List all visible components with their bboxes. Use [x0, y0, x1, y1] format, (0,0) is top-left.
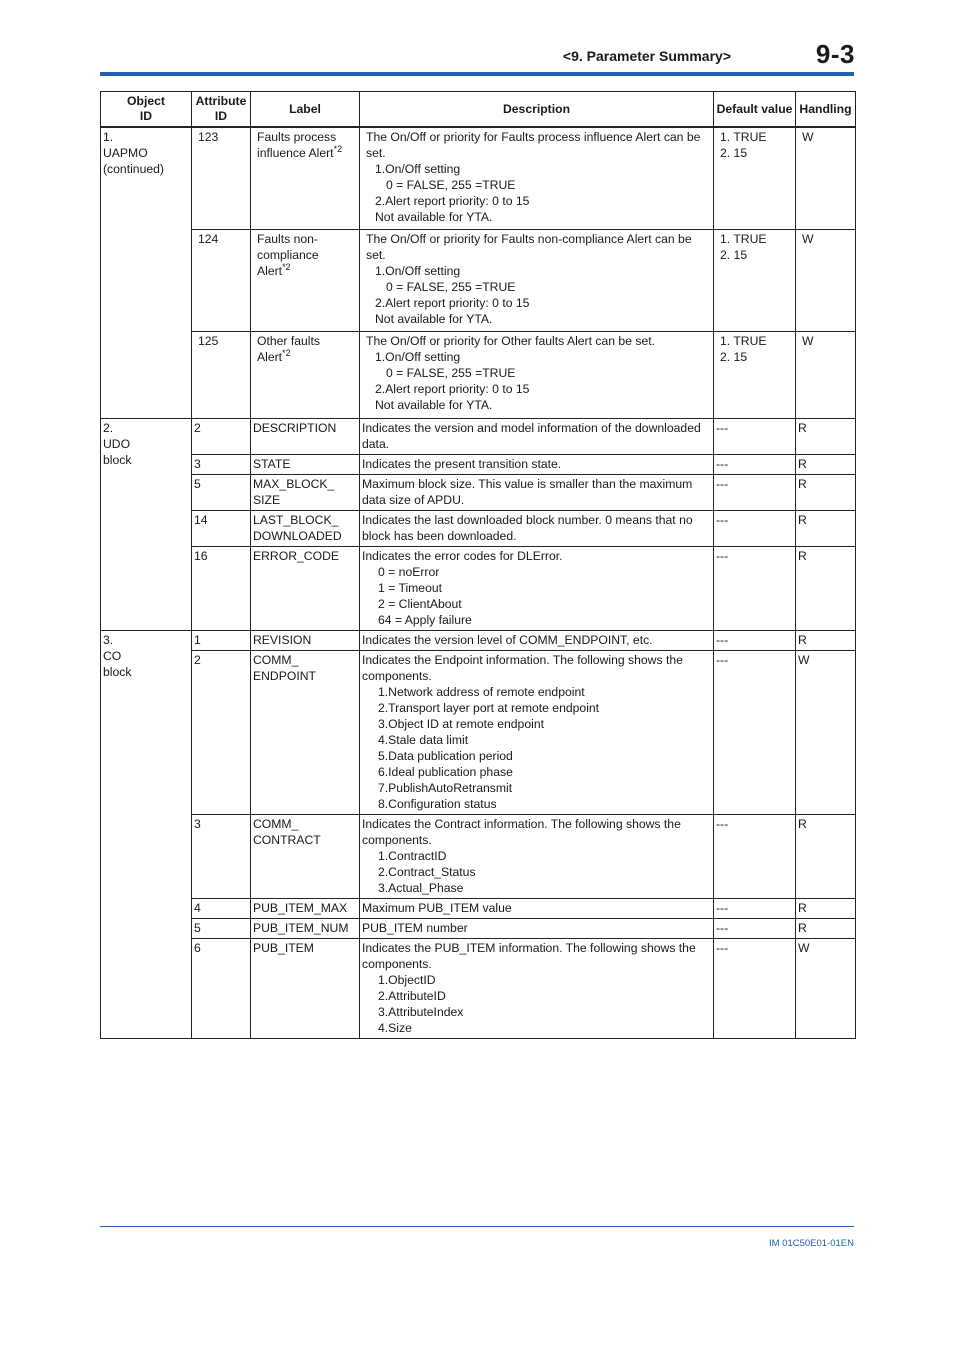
attribute-id-cell: 1 — [192, 630, 251, 650]
default-value-line: 1. TRUE — [720, 130, 767, 144]
default-value-cell — [714, 938, 796, 1038]
label-cell — [251, 546, 360, 630]
label-text: Faults non- — [257, 231, 318, 246]
description-line: 8.Configuration status — [378, 796, 497, 811]
label-cell — [251, 229, 360, 331]
label-text: DOWNLOADED — [253, 528, 342, 543]
description-line: 0 = FALSE, 255 =TRUE — [386, 279, 516, 294]
footnote-marker: *2 — [282, 261, 291, 272]
description-line: 4.Size — [378, 1020, 412, 1035]
description-cell — [360, 814, 714, 898]
attribute-id-cell: 123 — [192, 127, 251, 229]
label-cell — [251, 418, 360, 454]
label-text: influence Alert — [257, 146, 334, 160]
document-id: IM 01C50E01-01EN — [768, 1238, 854, 1249]
default-value-cell — [714, 454, 796, 474]
description-line: 1.ContractID — [378, 848, 447, 863]
description-line: 0 = noError — [378, 564, 440, 579]
label-cell — [251, 898, 360, 918]
description-cell — [360, 650, 714, 814]
object-id-line: 2. — [103, 420, 114, 435]
description-line: 2 = ClientAbout — [378, 596, 462, 611]
attribute-id-cell: 14 — [192, 510, 251, 546]
handling-cell: R — [796, 546, 856, 630]
description-cell — [360, 418, 714, 454]
handling-cell: R — [796, 814, 856, 898]
description-line: Indicates the Contract information. The following shows the — [362, 816, 681, 831]
label-cell — [251, 510, 360, 546]
footnote-marker: *2 — [333, 144, 343, 154]
default-value-cell — [714, 814, 796, 898]
default-value-cell — [714, 918, 796, 938]
default-value-cell — [714, 546, 796, 630]
default-value-line: 1. TRUE — [720, 333, 767, 348]
default-value-line: --- — [716, 940, 729, 955]
object-id-line: 1. — [103, 130, 114, 144]
label-cell — [251, 650, 360, 814]
handling-cell: W — [796, 938, 856, 1038]
description-cell — [360, 454, 714, 474]
object-id-line: block — [103, 452, 132, 467]
label-text: COMM_ — [253, 816, 299, 831]
description-line: components. — [362, 956, 432, 971]
description-cell — [360, 938, 714, 1038]
default-value-cell — [714, 229, 796, 331]
default-value-cell — [714, 630, 796, 650]
label-text: Faults process — [257, 130, 337, 144]
column-header-default-value: Default value — [714, 92, 796, 128]
description-line: 2.Transport layer port at remote endpoint — [378, 700, 600, 715]
table-row — [101, 938, 856, 1038]
description-line: Indicates the version and model information of the downloaded — [362, 420, 701, 435]
object-id-line: (continued) — [103, 162, 164, 176]
description-line: 64 = Apply failure — [378, 612, 472, 627]
attribute-id-cell: 5 — [192, 474, 251, 510]
default-value-cell — [714, 474, 796, 510]
description-line: 1.On/Off setting — [375, 263, 461, 278]
description-line: The On/Off or priority for Faults process influence Alert can be — [366, 130, 701, 144]
table-row — [101, 546, 856, 630]
description-cell — [360, 127, 714, 229]
default-value-cell — [714, 418, 796, 454]
description-line: 1.On/Off setting — [375, 349, 461, 364]
description-cell — [360, 546, 714, 630]
description-cell — [360, 630, 714, 650]
description-line: 1 = Timeout — [378, 580, 443, 595]
attribute-id-cell: 5 — [192, 918, 251, 938]
label-text: STATE — [253, 456, 291, 471]
description-line: Not available for YTA. — [375, 210, 493, 224]
label-text: compliance — [257, 247, 319, 262]
label-cell — [251, 127, 360, 229]
object-id-line: UDO — [103, 436, 131, 451]
table-header-row — [101, 92, 856, 128]
table-row — [101, 127, 856, 229]
column-header-handling: Handling — [796, 92, 856, 128]
description-line: Maximum block size. This value is smaller than the maximum — [362, 476, 693, 491]
description-line: The On/Off or priority for Faults non-compliance Alert can be — [366, 231, 692, 246]
attribute-id-cell: 16 — [192, 546, 251, 630]
handling-cell: W — [796, 127, 856, 229]
attribute-id-cell: 4 — [192, 898, 251, 918]
description-cell — [360, 229, 714, 331]
description-line: Indicates the present transition state. — [362, 456, 562, 471]
description-line: 2.Alert report priority: 0 to 15 — [375, 194, 530, 208]
default-value-line: 2. 15 — [720, 247, 748, 262]
label-cell — [251, 454, 360, 474]
attribute-id-cell: 2 — [192, 650, 251, 814]
description-line: 0 = FALSE, 255 =TRUE — [386, 178, 516, 192]
label-text: PUB_ITEM — [253, 940, 314, 955]
description-line: block has been downloaded. — [362, 528, 517, 543]
table-row — [101, 418, 856, 454]
handling-cell: R — [796, 510, 856, 546]
section-title: <9. Parameter Summary> — [562, 48, 731, 64]
description-cell — [360, 898, 714, 918]
handling-cell: W — [796, 331, 856, 418]
label-text: Alert — [257, 263, 283, 278]
attribute-id-cell: 124 — [192, 229, 251, 331]
default-value-line: --- — [716, 652, 729, 667]
column-header-label: Label — [251, 92, 360, 128]
object-id-line: 3. — [103, 632, 114, 647]
attribute-id-cell: 2 — [192, 418, 251, 454]
default-value-line: --- — [716, 632, 729, 647]
description-line: The On/Off or priority for Other faults Alert can be set. — [366, 333, 656, 348]
default-value-line: 2. 15 — [720, 349, 748, 364]
handling-cell: R — [796, 474, 856, 510]
label-text: Other faults — [257, 333, 320, 348]
description-line: Not available for YTA. — [375, 311, 493, 326]
label-text: Alert — [257, 349, 283, 364]
description-line: 3.Actual_Phase — [378, 880, 464, 895]
default-value-line: --- — [716, 476, 729, 491]
description-line: set. — [366, 247, 386, 262]
label-text: REVISION — [253, 632, 312, 647]
description-line: 2.Contract_Status — [378, 864, 476, 879]
table-row — [101, 918, 856, 938]
description-line: 3.Object ID at remote endpoint — [378, 716, 544, 731]
default-value-line: --- — [716, 548, 729, 563]
label-text: ERROR_CODE — [253, 548, 340, 563]
handling-cell: R — [796, 454, 856, 474]
object-id-line: CO — [103, 648, 122, 663]
attribute-id-cell: 6 — [192, 938, 251, 1038]
handling-cell: W — [796, 229, 856, 331]
description-line: Indicates the PUB_ITEM information. The following shows the — [362, 940, 696, 955]
attribute-id-cell: 3 — [192, 454, 251, 474]
attribute-id-cell: 3 — [192, 814, 251, 898]
table-row — [101, 331, 856, 418]
object-id-cell — [101, 630, 192, 1038]
label-text: MAX_BLOCK_ — [253, 476, 335, 491]
description-cell — [360, 510, 714, 546]
table-row — [101, 650, 856, 814]
description-cell — [360, 474, 714, 510]
object-id-cell — [101, 418, 192, 630]
label-text: PUB_ITEM_NUM — [253, 920, 349, 935]
table-row — [101, 510, 856, 546]
table-row — [101, 229, 856, 331]
label-cell — [251, 331, 360, 418]
column-header-attribute-id: Attribute ID — [192, 92, 251, 128]
default-value-line: --- — [716, 816, 729, 831]
default-value-line: --- — [716, 512, 729, 527]
default-value-line: --- — [716, 920, 729, 935]
description-line: components. — [362, 832, 432, 847]
label-text: ENDPOINT — [253, 668, 316, 683]
header-rule — [100, 72, 854, 76]
description-line: 6.Ideal publication phase — [378, 764, 513, 779]
handling-cell: R — [796, 898, 856, 918]
description-line: 0 = FALSE, 255 =TRUE — [386, 365, 516, 380]
table-row — [101, 814, 856, 898]
object-id-line: UAPMO — [103, 146, 148, 160]
parameter-table — [100, 91, 856, 1039]
label-cell — [251, 918, 360, 938]
column-header-object-id: Object ID — [101, 92, 192, 128]
default-value-line: --- — [716, 420, 729, 435]
label-text: PUB_ITEM_MAX — [253, 900, 348, 915]
column-header-description: Description — [360, 92, 714, 128]
label-cell — [251, 814, 360, 898]
description-line: set. — [366, 146, 386, 160]
description-line: 7.PublishAutoRetransmit — [378, 780, 513, 795]
handling-cell: R — [796, 630, 856, 650]
label-text: DESCRIPTION — [253, 420, 337, 435]
label-text: COMM_ — [253, 652, 299, 667]
table-row — [101, 630, 856, 650]
footnote-marker: *2 — [282, 347, 291, 358]
description-cell — [360, 918, 714, 938]
default-value-cell — [714, 510, 796, 546]
description-line: Indicates the error codes for DLError. — [362, 548, 563, 563]
description-line: Indicates the last downloaded block number. 0 means that no — [362, 512, 693, 527]
table-row — [101, 454, 856, 474]
description-line: components. — [362, 668, 432, 683]
description-line: 1.On/Off setting — [375, 162, 461, 176]
description-line: 3.AttributeIndex — [378, 1004, 464, 1019]
page-number: 9-3 — [815, 39, 855, 69]
default-value-cell — [714, 898, 796, 918]
description-line: data size of APDU. — [362, 492, 465, 507]
description-line: 2.Alert report priority: 0 to 15 — [375, 381, 530, 396]
default-value-line: --- — [716, 456, 729, 471]
label-cell — [251, 938, 360, 1038]
description-line: Maximum PUB_ITEM value — [362, 900, 512, 915]
default-value-line: 1. TRUE — [720, 231, 767, 246]
default-value-cell — [714, 650, 796, 814]
object-id-line: block — [103, 664, 132, 679]
table-body — [101, 127, 856, 1038]
description-line: 2.AttributeID — [378, 988, 446, 1003]
footer-rule — [100, 1226, 854, 1227]
description-line: Not available for YTA. — [375, 397, 493, 412]
label-cell — [251, 630, 360, 650]
table-row — [101, 474, 856, 510]
description-line: Indicates the Endpoint information. The following shows the — [362, 652, 683, 667]
table-row — [101, 898, 856, 918]
description-line: Indicates the version level of COMM_ENDPOINT, etc. — [362, 632, 653, 647]
handling-cell: R — [796, 918, 856, 938]
description-cell — [360, 331, 714, 418]
label-cell — [251, 474, 360, 510]
default-value-cell — [714, 127, 796, 229]
handling-cell: W — [796, 650, 856, 814]
object-id-cell — [101, 127, 192, 418]
default-value-cell — [714, 331, 796, 418]
label-text: CONTRACT — [253, 832, 321, 847]
default-value-line: --- — [716, 900, 729, 915]
description-line: 4.Stale data limit — [378, 732, 469, 747]
label-text: SIZE — [253, 492, 281, 507]
description-line: 1.Network address of remote endpoint — [378, 684, 585, 699]
description-line: 2.Alert report priority: 0 to 15 — [375, 295, 530, 310]
handling-cell: R — [796, 418, 856, 454]
label-text: LAST_BLOCK_ — [253, 512, 339, 527]
attribute-id-cell: 125 — [192, 331, 251, 418]
description-line: 5.Data publication period — [378, 748, 513, 763]
description-line: data. — [362, 436, 390, 451]
description-line: 1.ObjectID — [378, 972, 436, 987]
description-line: PUB_ITEM number — [362, 920, 468, 935]
default-value-line: 2. 15 — [720, 146, 748, 160]
